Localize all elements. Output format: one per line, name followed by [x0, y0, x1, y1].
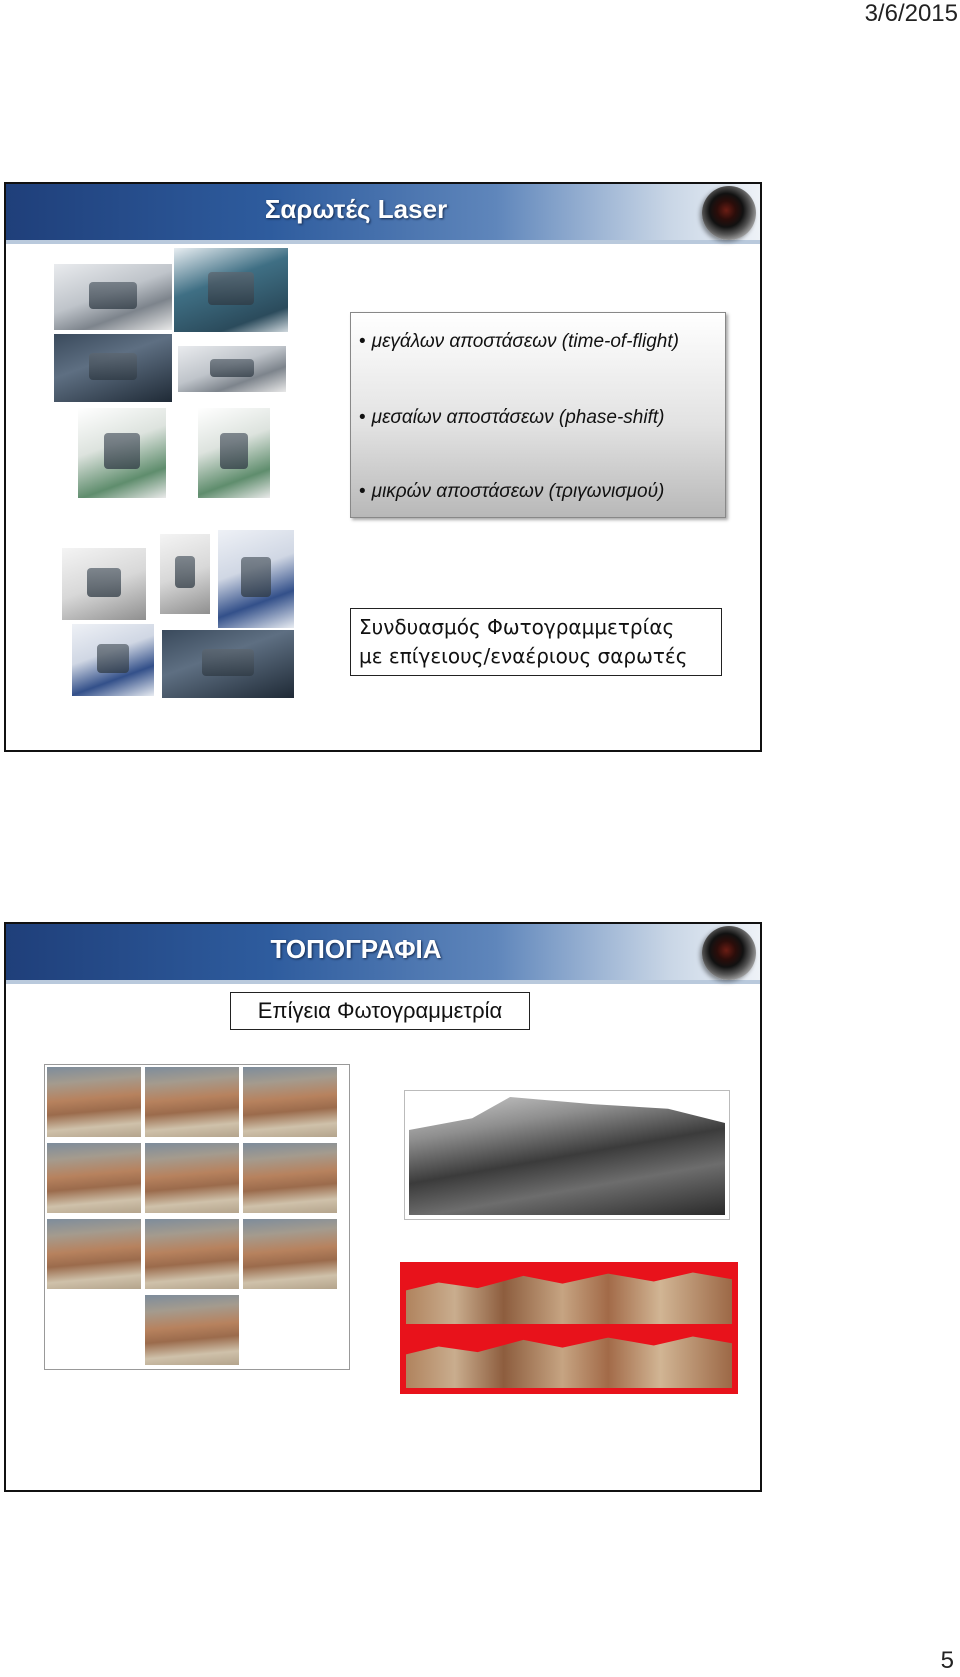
- grid-photo: [145, 1295, 239, 1365]
- scanner-photo-green-1: [78, 408, 166, 498]
- grid-photo: [47, 1219, 141, 1289]
- slide-topography: [4, 922, 762, 1492]
- slide-title-bar: [6, 184, 760, 244]
- camera-lens-icon: [702, 926, 756, 980]
- grid-photo: [145, 1143, 239, 1213]
- bullet-mid-range: • μεσαίων αποστάσεων (phase-shift): [359, 407, 664, 429]
- bullet-short-range: • μικρών αποστάσεων (τριγωνισμού): [359, 481, 664, 503]
- scanner-photo-phase-shift: [178, 346, 286, 392]
- slide-title-bar: [6, 924, 760, 984]
- photo-grid: [44, 1064, 350, 1370]
- bullet-long-range: • μεγάλων αποστάσεων (time-of-flight): [359, 331, 679, 353]
- grid-photo: [243, 1067, 337, 1137]
- grid-photo: [145, 1067, 239, 1137]
- scanner-photo-teal: [174, 248, 288, 332]
- scanner-types-box: [350, 312, 726, 518]
- 3d-model-render: [409, 1097, 725, 1215]
- slide-title: Σαρωτές Laser: [264, 194, 448, 224]
- camera-lens-icon: [702, 186, 756, 240]
- grid-photo: [47, 1067, 141, 1137]
- scanner-photo-triangulation-box: [62, 548, 146, 620]
- grid-photo: [243, 1219, 337, 1289]
- orthophoto-image: [400, 1262, 738, 1394]
- scanner-photo-dark: [54, 334, 172, 402]
- scanner-photo-green-2: [198, 408, 270, 498]
- scanner-photo-time-of-flight: [54, 264, 172, 330]
- grid-photo: [145, 1219, 239, 1289]
- grid-photo: [47, 1143, 141, 1213]
- scanner-photo-handheld-unit: [160, 534, 210, 614]
- combo-line-1: Συνδυασμός Φωτογραμμετρίας: [359, 615, 675, 639]
- page-number: 5: [940, 1647, 954, 1674]
- grid-photo: [243, 1143, 337, 1213]
- slide-laser-scanners: [4, 182, 762, 752]
- 3d-model-image: [404, 1090, 730, 1220]
- scanner-photo-mounted: [162, 630, 294, 698]
- slide-subtitle: Επίγεια Φωτογραμμετρία: [230, 992, 530, 1030]
- page-date: 3/6/2015: [864, 0, 958, 27]
- orthophoto-strip-top: [406, 1268, 732, 1324]
- scanner-photo-arm: [218, 530, 294, 628]
- combo-line-2: με επίγειους/εναέριους σαρωτές: [359, 644, 688, 668]
- slide-title: ΤΟΠΟΓΡΑΦΙΑ: [270, 934, 442, 964]
- scanner-photo-handheld: [72, 624, 154, 696]
- orthophoto-strip-bottom: [406, 1332, 732, 1388]
- photogrammetry-combination-box: [350, 608, 722, 676]
